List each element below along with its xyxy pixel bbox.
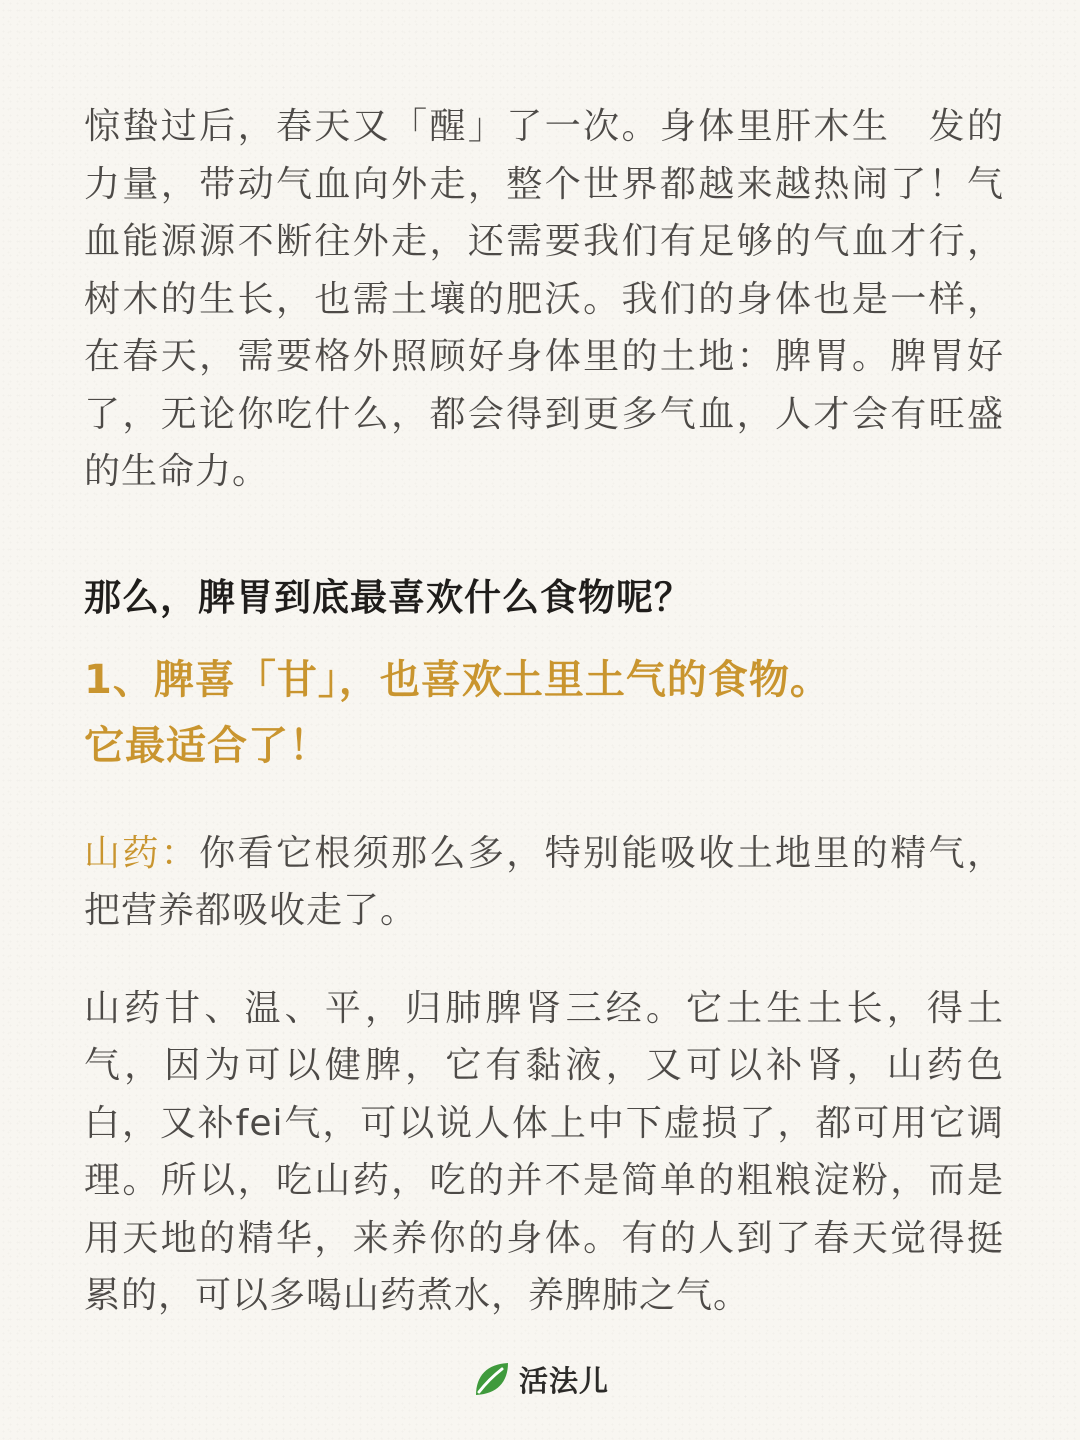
brand-name: 活法儿	[518, 1363, 609, 1398]
yam-lead-paragraph	[84, 825, 1004, 940]
section-question: 那么，脾胃到底最喜欢什么食物呢？	[84, 575, 692, 619]
heading-line-2: 它最适合了！	[84, 722, 330, 769]
heading-line-1: 1、脾喜「甘」，也喜欢土里土气的食物。	[84, 656, 831, 703]
section-heading	[84, 647, 1004, 779]
leaf-icon	[471, 1358, 513, 1400]
yam-detail-paragraph: 山药甘、温、平，归肺脾肾三经。它土生土长，得土气，因为可以健脾，它有黏液，又可以补肾，山药色白，又补fei气，可以说人体上中下虚损了，都可用它调理。所以，吃山药，吃的并不是简单的粗粮淀粉，而是用天地的精华，来养你的身体。有的人到了春天觉得挺累的，可以多喝山药煮水，养脾肺之气。	[84, 987, 1004, 1316]
yam-lead-text: 你看它根须那么多，特别能吸收土地里的精气，把营养都吸收走了。	[84, 832, 1004, 931]
yam-term: 山药：	[84, 832, 200, 874]
intro-paragraph: 惊蛰过后，春天又「醒」了一次。身体里肝木生 发的力量，带动气血向外走，整个世界都越来越热闹了！气血能源源不断往外走，还需要我们有足够的气血才行，树木的生长，也需土壤的肥沃。我们的身体也是一样，在春天，需要格外照顾好身体里的土地：脾胃。脾胃好了，无论你吃什么，都会得到更多气血，人才会有旺盛的生命力。	[84, 106, 1004, 492]
article	[84, 98, 1004, 1325]
brand-footer	[0, 1358, 1080, 1400]
